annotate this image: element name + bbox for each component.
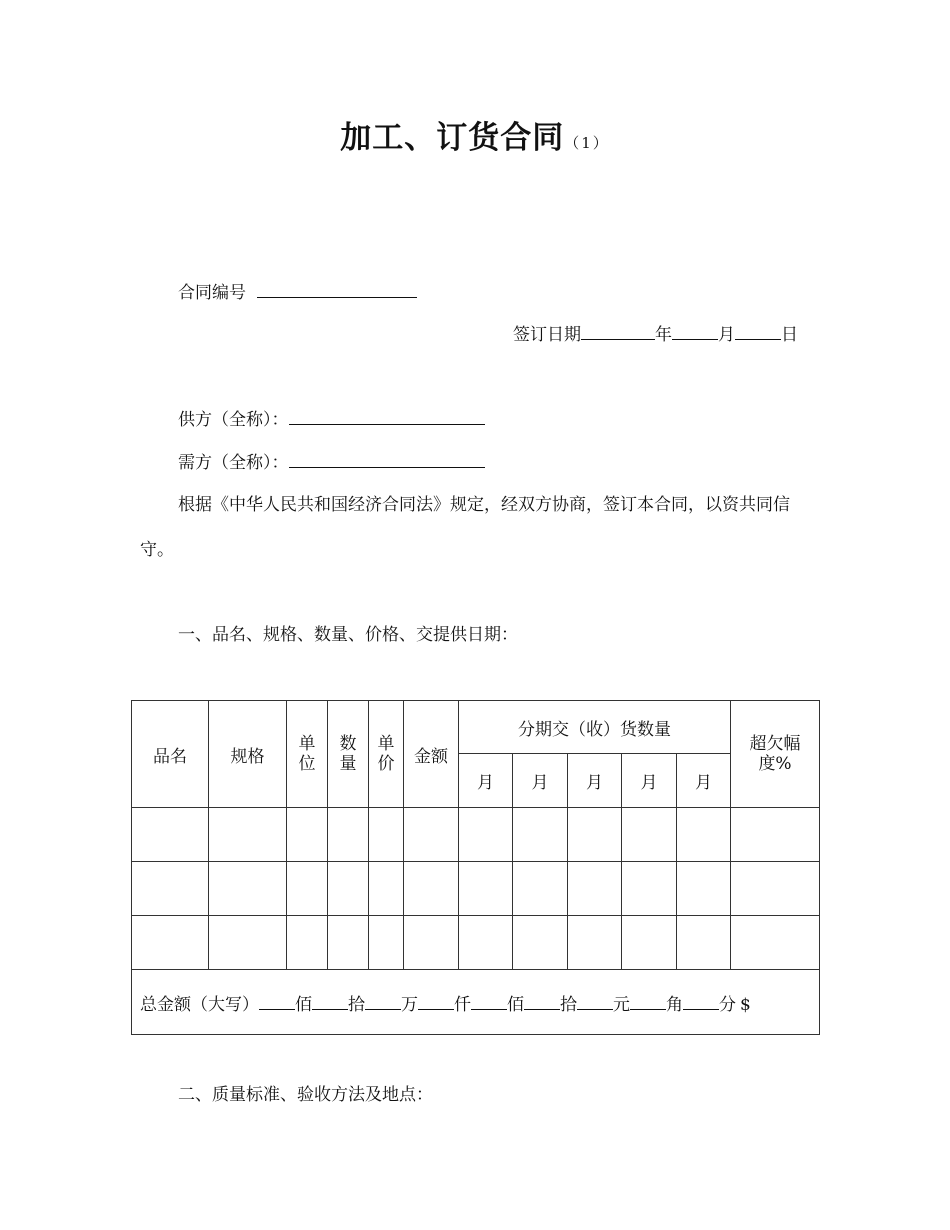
table-cell[interactable] — [132, 916, 209, 970]
sign-day-blank[interactable] — [735, 323, 781, 340]
table-cell[interactable] — [677, 862, 731, 916]
header-month: 月 — [459, 754, 513, 808]
header-tolerance — [731, 701, 820, 808]
sign-month-label: 月 — [718, 325, 735, 345]
table-cell[interactable] — [513, 916, 568, 970]
table-cell[interactable] — [404, 862, 459, 916]
header-month: 月 — [622, 754, 677, 808]
amount-blank[interactable] — [365, 993, 401, 1010]
buyer-label: 需方（全称）： — [178, 453, 289, 473]
table-cell[interactable] — [328, 916, 369, 970]
intro-paragraph-line1: 根据《中华人民共和国经济合同法》规定，经双方协商，签订本合同，以资共同信 — [178, 495, 790, 515]
sign-year-label: 年 — [655, 325, 672, 345]
document-title: 加工、订货合同 — [340, 120, 565, 156]
table-cell[interactable] — [209, 862, 287, 916]
table-cell[interactable] — [622, 916, 677, 970]
table-cell[interactable] — [132, 808, 209, 862]
table-cell[interactable] — [622, 862, 677, 916]
table-cell[interactable] — [568, 808, 622, 862]
table-cell[interactable] — [459, 862, 513, 916]
table-cell[interactable] — [369, 862, 404, 916]
amount-blank[interactable] — [577, 993, 613, 1010]
section-2-heading: 二、质量标准、验收方法及地点： — [178, 1085, 433, 1105]
amount-blank[interactable] — [259, 993, 295, 1010]
header-month: 月 — [513, 754, 568, 808]
amount-blank[interactable] — [418, 993, 454, 1010]
amount-unit: 仟 — [454, 994, 471, 1015]
supplier-label: 供方（全称）： — [178, 410, 289, 430]
table-row — [132, 808, 820, 862]
table-header-row-1 — [132, 701, 820, 754]
currency-symbol: $ — [740, 994, 751, 1015]
header-name: 品名 — [132, 701, 209, 808]
sign-year-blank[interactable] — [581, 323, 655, 340]
table-cell[interactable] — [209, 916, 287, 970]
amount-blank[interactable] — [312, 993, 348, 1010]
contract-number-label: 合同编号 — [178, 283, 246, 303]
sign-day-label: 日 — [781, 325, 798, 345]
header-month: 月 — [677, 754, 731, 808]
table-row — [132, 916, 820, 970]
table-cell[interactable] — [328, 808, 369, 862]
header-tolerance-line1: 超欠幅 — [749, 734, 801, 754]
header-tolerance-line2: 度% — [758, 754, 792, 774]
buyer-row — [178, 448, 485, 473]
amount-unit: 拾 — [560, 994, 577, 1015]
amount-unit: 角 — [666, 994, 683, 1015]
table-cell[interactable] — [513, 808, 568, 862]
document-title-suffix: （1） — [564, 134, 610, 152]
amount-unit: 万 — [401, 994, 418, 1015]
table-cell[interactable] — [622, 808, 677, 862]
header-price-char1: 单 — [377, 734, 395, 754]
total-amount-cell — [132, 970, 820, 1035]
contract-number-blank[interactable] — [257, 281, 417, 298]
amount-unit: 拾 — [348, 994, 365, 1015]
amount-blank[interactable] — [683, 993, 719, 1010]
amount-blank[interactable] — [471, 993, 507, 1010]
amount-blank[interactable] — [524, 993, 560, 1010]
contract-number-row — [178, 278, 417, 303]
header-amount: 金额 — [404, 701, 459, 808]
amount-unit: 佰 — [295, 994, 312, 1015]
header-price-char2: 价 — [377, 754, 395, 774]
table-cell[interactable] — [677, 916, 731, 970]
table-cell[interactable] — [287, 916, 328, 970]
table-cell[interactable] — [459, 916, 513, 970]
amount-unit: 元 — [613, 994, 630, 1015]
header-installments: 分期交（收）货数量 — [459, 701, 731, 754]
table-cell[interactable] — [568, 916, 622, 970]
table-cell[interactable] — [287, 808, 328, 862]
table-cell[interactable] — [568, 862, 622, 916]
sign-month-blank[interactable] — [672, 323, 718, 340]
section-1-heading: 一、品名、规格、数量、价格、交提供日期： — [178, 625, 518, 645]
table-cell[interactable] — [677, 808, 731, 862]
table-cell[interactable] — [328, 862, 369, 916]
header-month: 月 — [568, 754, 622, 808]
table-cell[interactable] — [404, 808, 459, 862]
table-cell[interactable] — [132, 862, 209, 916]
table-cell[interactable] — [731, 862, 820, 916]
header-unit-char1: 单 — [298, 734, 316, 754]
total-amount-label: 总金额（大写） — [140, 994, 259, 1015]
total-amount-row — [132, 970, 820, 1035]
amount-unit: 佰 — [507, 994, 524, 1015]
goods-table — [131, 700, 820, 1035]
buyer-name-blank[interactable] — [289, 451, 485, 468]
header-unit-price — [369, 701, 404, 808]
table-cell[interactable] — [369, 916, 404, 970]
amount-blank[interactable] — [630, 993, 666, 1010]
table-cell[interactable] — [459, 808, 513, 862]
header-qty-char1: 数 — [339, 734, 357, 754]
table-row — [132, 862, 820, 916]
header-spec: 规格 — [209, 701, 287, 808]
supplier-name-blank[interactable] — [289, 408, 485, 425]
table-cell[interactable] — [731, 916, 820, 970]
table-cell[interactable] — [287, 862, 328, 916]
table-cell[interactable] — [731, 808, 820, 862]
header-unit-char2: 位 — [298, 754, 316, 774]
sign-date-row — [513, 320, 798, 345]
title-block — [0, 112, 950, 157]
table-cell[interactable] — [209, 808, 287, 862]
supplier-row — [178, 405, 485, 430]
table-cell[interactable] — [513, 862, 568, 916]
header-quantity — [328, 701, 369, 808]
table-cell[interactable] — [404, 916, 459, 970]
amount-unit: 分 — [719, 994, 736, 1015]
sign-date-label: 签订日期 — [513, 325, 581, 345]
table-cell[interactable] — [369, 808, 404, 862]
intro-paragraph-line2: 守。 — [140, 540, 174, 560]
header-qty-char2: 量 — [339, 754, 357, 774]
header-unit — [287, 701, 328, 808]
